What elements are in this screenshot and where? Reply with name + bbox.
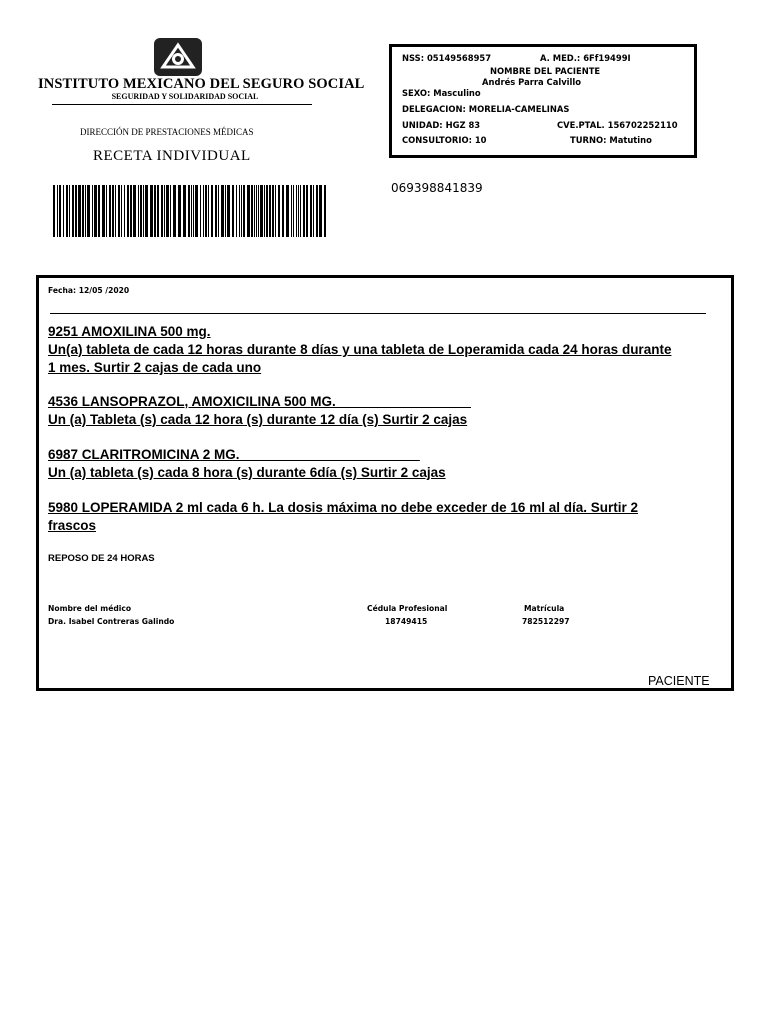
rx-item-2-line-1: Un (a) Tableta (s) cada 12 hora (s) durante 12 día (s) Surtir 2 cajas [48, 412, 468, 427]
license-label: Cédula Profesional [367, 604, 448, 613]
patient-info-box [389, 44, 697, 158]
barcode [53, 185, 328, 237]
staff-id-label: Matrícula [524, 604, 565, 613]
institution-name: INSTITUTO MEXICANO DEL SEGURO SOCIAL [38, 76, 365, 92]
postal-code: CVE.PTAL. 156702252110 [557, 120, 678, 130]
staff-id: 782512297 [522, 617, 570, 626]
unit: UNIDAD: HGZ 83 [402, 120, 481, 130]
rx-item-3-line-1: Un (a) tableta (s) cada 8 hora (s) durante 6día (s) Surtir 2 cajas [48, 465, 446, 480]
delegation: DELEGACION: MORELIA-CAMELINAS [402, 104, 570, 114]
document-title: RECETA INDIVIDUAL [93, 148, 251, 164]
nss: NSS: 05149568957 [402, 53, 492, 63]
license-number: 18749415 [385, 617, 428, 626]
patient-name-label: NOMBRE DEL PACIENTE [490, 66, 601, 76]
rx-item-4-line-1: frascos [48, 518, 97, 533]
medical-id: A. MED.: 6Ff19499I [540, 53, 631, 63]
consulting-room: CONSULTORIO: 10 [402, 135, 487, 145]
doctor-name: Dra. Isabel Contreras Galindo [48, 617, 175, 626]
rx-item-1-title: 9251 AMOXILINA 500 mg. [48, 324, 211, 339]
rx-item-4-title: 5980 LOPERAMIDA 2 ml cada 6 h. La dosis máxima no debe exceder de 16 ml al día. Surtir 2 [48, 500, 638, 515]
prescription-box [36, 275, 734, 691]
patient-name: Andrés Parra Calvillo [482, 77, 582, 87]
institution-motto: SEGURIDAD Y SOLIDARIDAD SOCIAL [111, 92, 259, 101]
prescription-date: Fecha: 12/05 /2020 [48, 286, 130, 295]
rx-item-1-line-2: 1 mes. Surtir 2 cajas de cada uno [48, 360, 262, 375]
rx-item-3-title: 6987 CLARITROMICINA 2 MG.________________________ [48, 447, 420, 462]
rest-instruction: REPOSO DE 24 HORAS [48, 553, 155, 564]
rx-item-1-line-1: Un(a) tableta de cada 12 horas durante 8 días y una tableta de Loperamida cada 24 horas durante [48, 342, 672, 357]
rx-item-2-title: 4536 LANSOPRAZOL, AMOXICILINA 500 MG.__________________ [48, 394, 471, 409]
department-label: DIRECCIÓN DE PRESTACIONES MÉDICAS [80, 127, 254, 137]
folio-number: 069398841839 [391, 181, 483, 195]
patient-sex: SEXO: Masculino [402, 88, 481, 98]
copy-label: PACIENTE [648, 674, 710, 688]
doctor-label: Nombre del médico [48, 604, 132, 613]
institution-rule [52, 104, 312, 105]
shift: TURNO: Matutino [570, 135, 652, 145]
date-rule [50, 313, 706, 314]
imss-logo [153, 37, 203, 77]
